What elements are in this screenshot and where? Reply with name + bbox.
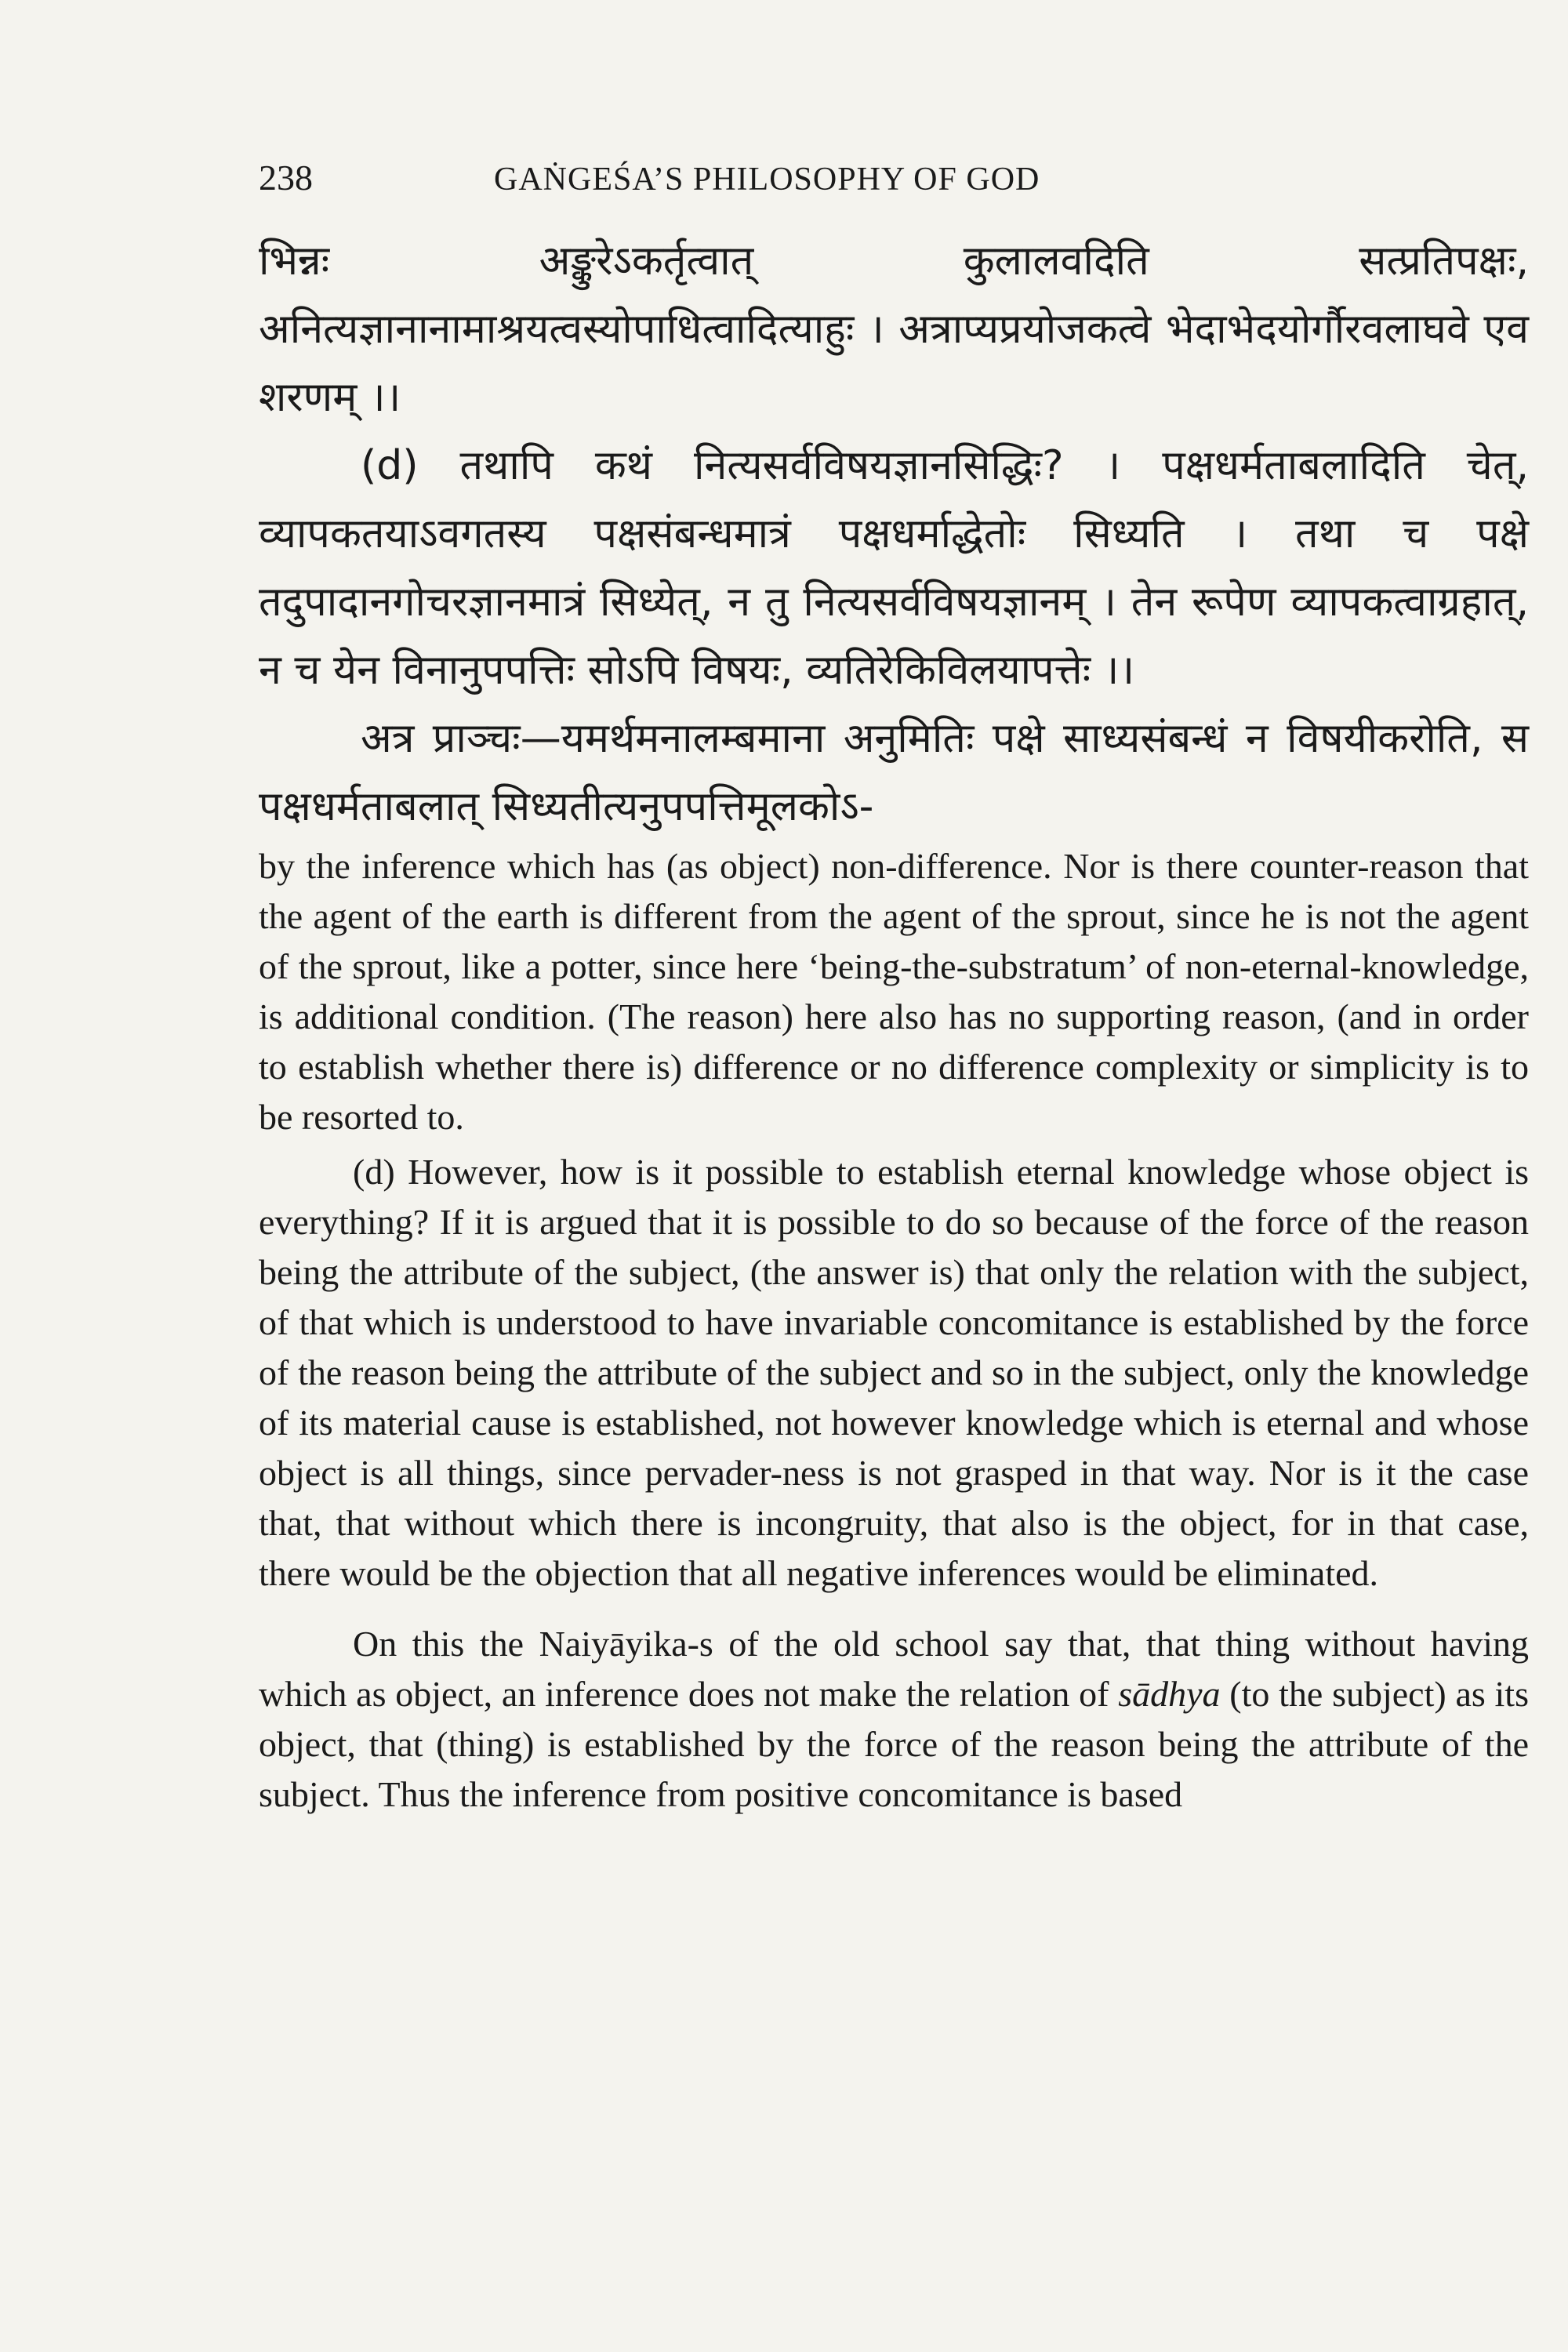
sanskrit-paragraph-1: भिन्नः अङ्कुरेऽकर्तृत्वात् कुलालवदिति सत्प्रतिपक्षः, अनित्यज्ञानानामाश्रयत्वस्योपाधित्वादित्याहुः । अत्राप्यप्रयोजकत्वे भेदाभेदयोर्गौरवलाघवे एव शरणम् ।। bbox=[259, 238, 1529, 421]
english-paragraph-2-text: (d) However, how is it possible to establish eternal knowledge whose object is everything? If it is argued that it is possible to do so because of the force of the reason being the attribute of the subject, (the answer is) that only the relation with the subject, of that which is understood to have invariable concomitance is established by the force of the reason being the attribute of the subject and so in the subject, only the knowledge of its material cause is established, not however knowledge which is eternal and whose object is all things, since pervader-ness is not grasped in that way. Nor is it the case that, that without which there is incongruity, that also is the object, for in that case, there would be the objection that all negative inferences would be eliminated. bbox=[259, 1152, 1529, 1593]
running-head bbox=[259, 157, 1529, 227]
sanskrit-paragraph-3 bbox=[259, 705, 1529, 841]
english-paragraph-2 bbox=[259, 1147, 1529, 1599]
running-title: GAṄGEŚA’S PHILOSOPHY OF GOD bbox=[494, 162, 1040, 198]
term-sadhya: sādhya bbox=[1118, 1674, 1221, 1714]
english-paragraph-3-text-b: (to the subject) as its object, that (thing) is established by the force of the reason being the attribute of the subject. Thus the inference from positive concomitance is based bbox=[259, 1674, 1529, 1814]
sanskrit-paragraph-2-text: (d) तथापि कथं नित्यसर्वविषयज्ञानसिद्धिः? । पक्षधर्मताबलादिति चेत्, व्यापकतयाऽवगतस्य पक्षसंबन्धमात्रं पक्षधर्माद्धेतोः सिध्यति । तथा च पक्षे तदुपादानगोचरज्ञानमात्रं सिध्येत्, न तु नित्यसर्वविषयज्ञानम् । तेन रूपेण व्यापकत्वाग्रहात्, न च येन विनानुपपत्तिः सोऽपि विषयः, व्यतिरेकिविलयापत्तेः ।। bbox=[259, 442, 1529, 694]
page-number: 238 bbox=[259, 158, 313, 198]
english-paragraph-1: by the inference which has (as object) non-difference. Nor is there counter-reason that the agent of the earth is different from the agent of the sprout, since he is not the agent of the sprout, like a potter, since here ‘being-the-substratum’ of non-eternal-knowledge, is additional condition. (The reason) here also has no supporting reason, (and in order to establish whether there is) difference or no difference complexity or simplicity is to be resorted to. bbox=[259, 846, 1529, 1137]
sanskrit-paragraph-3-text: अत्र प्राञ्चः—यमर्थमनालम्बमाना अनुमितिः पक्षे साध्यसंबन्धं न विषयीकरोति, स पक्षधर्मताबलात् सिध्यतीत्यनुपपत्तिमूलकोऽ- bbox=[259, 715, 1529, 830]
english-paragraph-3-text-a: On this the Naiyāyika-s of the old school say that, that thing without having which as object, an inference does not make the relation of bbox=[259, 1624, 1529, 1714]
book-page bbox=[259, 157, 1529, 1820]
sanskrit-paragraph-2 bbox=[259, 432, 1529, 705]
english-paragraph-3 bbox=[259, 1619, 1529, 1820]
